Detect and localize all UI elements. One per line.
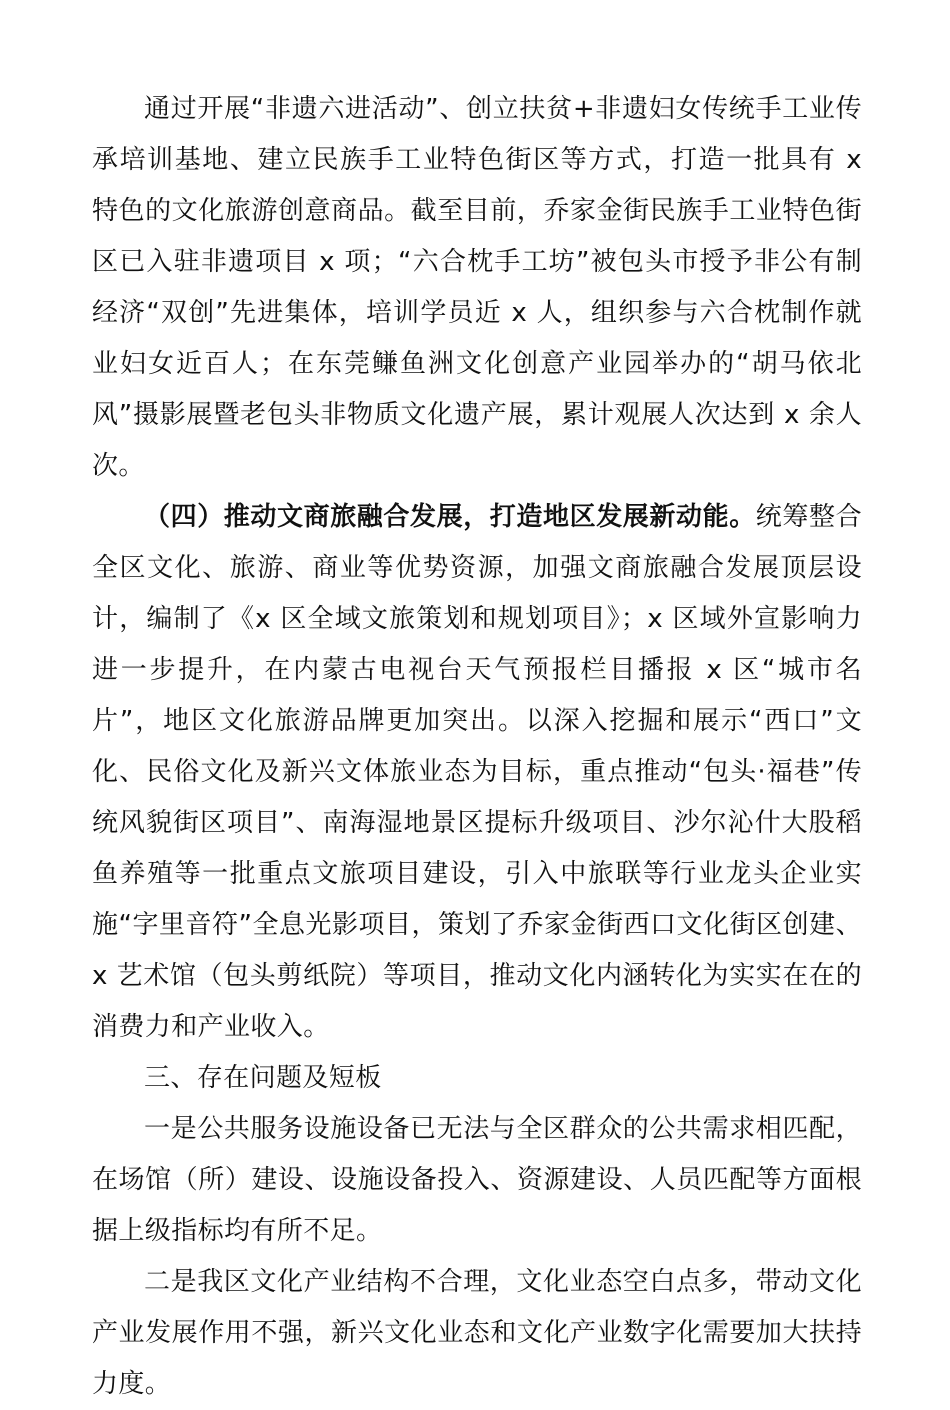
section-heading-problems: 三、存在问题及短板 [144,1063,382,1093]
paragraph-problem-two: 二是我区文化产业结构不合理，文化业态空白点多，带动文化产业发展作用不强，新兴文化业态和文化产业数字化需要加大扶持力度。 [92,1267,862,1399]
paragraph-culture-commerce-tourism [92,492,862,1053]
paragraph-problem-one: 一是公共服务设施设备已无法与全区群众的公共需求相匹配，在场馆（所）建设、设施设备投入、资源建设、人员匹配等方面根据上级指标均有所不足。 [92,1114,862,1246]
section-heading-four: （四）推动文商旅融合发展，打造地区发展新动能。 [144,502,756,532]
document-page [92,84,862,1410]
section-four-body: 统筹整合全区文化、旅游、商业等优势资源，加强文商旅融合发展顶层设计，编制了《x 区全域文旅策划和规划项目》；x 区域外宣影响力进一步提升，在内蒙古电视台天气预报栏目播报 x 区“城市名片”，地区文化旅游品牌更加突出。以深入挖掘和展示“西口”文化、民俗文化及新兴文体旅业态为目标，重点推动“包头·福巷”传统风貌街区项目”、南海湿地景区提标升级项目、沙尔沁什大股稻鱼养殖等一批重点文旅项目建设，引入中旅联等行业龙头企业实施“字里音符”全息光影项目，策划了乔家金街西口文化街区创建、x 艺术馆（包头剪纸院）等项目，推动文化内涵转化为实实在在的消费力和产业收入。 [92,502,862,1042]
paragraph-heritage-activities: 通过开展“非遗六进活动”、创立扶贫+非遗妇女传统手工业传承培训基地、建立民族手工业特色街区等方式，打造一批具有 x 特色的文化旅游创意商品。截至目前，乔家金街民族手工业特色街区已入驻非遗项目 x 项；“六合枕手工坊”被包头市授予非公有制经济“双创”先进集体，培训学员近 x 人，组织参与六合枕制作就业妇女近百人；在东莞鳒鱼洲文化创意产业园举办的“胡马依北风”摄影展暨老包头非物质文化遗产展，累计观展人次达到 x 余人次。 [92,94,862,481]
